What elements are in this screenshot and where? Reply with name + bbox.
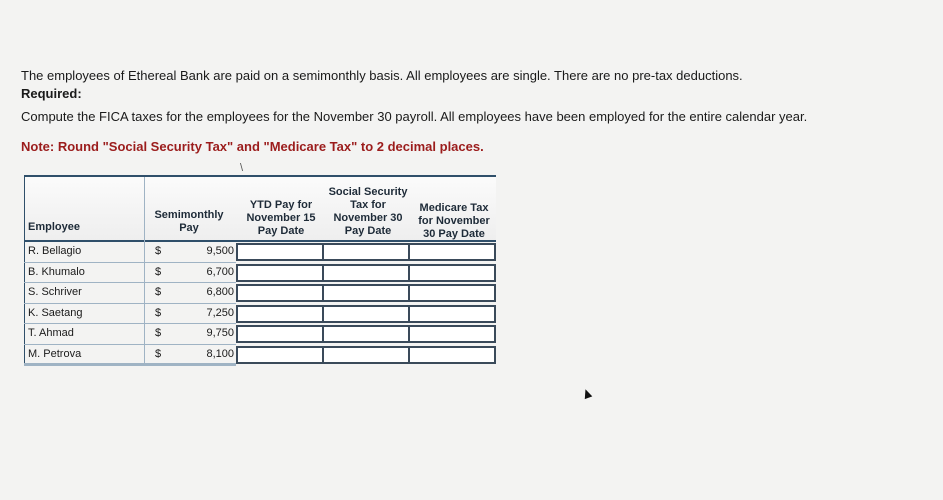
ytd-pay-input[interactable]: [236, 346, 324, 364]
social-security-tax-input[interactable]: [322, 305, 410, 323]
ytd-pay-input[interactable]: [236, 305, 324, 323]
ytd-pay-input[interactable]: [236, 325, 324, 343]
fica-table: [24, 175, 496, 365]
social-security-tax-input[interactable]: [322, 243, 410, 261]
currency-symbol: $: [155, 327, 162, 340]
currency-symbol: $: [155, 245, 162, 257]
intro-text: The employees of Ethereal Bank are paid on a semimonthly basis. All employees are single. There are no pre-tax deductions.: [21, 68, 743, 83]
header-semimonthly-pay: Semimonthly Pay: [154, 209, 224, 234]
header-medicare-tax: Medicare Tax for November 30 Pay Date: [418, 202, 490, 240]
header-employee: Employee: [28, 221, 80, 233]
table-row: [24, 324, 496, 345]
social-security-tax-input[interactable]: [322, 325, 410, 343]
note-label: Note:: [21, 139, 55, 154]
medicare-tax-input[interactable]: [408, 243, 496, 261]
semimonthly-pay-value: 9,750: [206, 327, 234, 340]
mouse-cursor-icon: [582, 388, 593, 399]
table-row: [24, 304, 496, 325]
note-text: Round "Social Security Tax" and "Medicare Tax" to 2 decimal places.: [57, 139, 484, 154]
semimonthly-pay-value: 7,250: [206, 306, 234, 319]
required-heading: Required:: [21, 86, 82, 101]
social-security-tax-input[interactable]: [322, 346, 410, 364]
table-row: [24, 263, 496, 284]
employee-name: M. Petrova: [28, 348, 82, 360]
table-row: [24, 283, 496, 304]
medicare-tax-input[interactable]: [408, 305, 496, 323]
currency-symbol: $: [155, 348, 162, 360]
semimonthly-pay-value: 9,500: [206, 245, 234, 257]
table-row: [24, 242, 496, 263]
medicare-tax-input[interactable]: [408, 325, 496, 343]
table-top-border: [24, 175, 496, 177]
medicare-tax-input[interactable]: [408, 346, 496, 364]
semimonthly-pay-value: 6,700: [206, 265, 234, 278]
semimonthly-pay-value: 6,800: [206, 286, 234, 299]
header-social-security-tax: Social Security Tax for November 30 Pay Date: [328, 186, 408, 237]
table-bottom-border: [24, 363, 236, 365]
currency-symbol: $: [155, 265, 162, 278]
currency-symbol: $: [155, 286, 162, 299]
required-text: Compute the FICA taxes for the employees for the November 30 payroll. All employees have been employed for the entire calendar year.: [21, 109, 808, 124]
ytd-pay-input[interactable]: [236, 284, 324, 302]
note: [21, 139, 484, 154]
ytd-pay-input[interactable]: [236, 243, 324, 261]
header-ytd-pay: YTD Pay for November 15 Pay Date: [246, 199, 316, 237]
medicare-tax-input[interactable]: [408, 264, 496, 282]
semimonthly-pay-value: 8,100: [206, 348, 234, 360]
stray-mark: \: [240, 162, 244, 174]
employee-name: K. Saetang: [28, 306, 83, 319]
employee-name: S. Schriver: [28, 286, 82, 299]
employee-name: T. Ahmad: [28, 327, 74, 340]
social-security-tax-input[interactable]: [322, 264, 410, 282]
employee-name: R. Bellagio: [28, 245, 82, 257]
medicare-tax-input[interactable]: [408, 284, 496, 302]
currency-symbol: $: [155, 306, 162, 319]
social-security-tax-input[interactable]: [322, 284, 410, 302]
employee-name: B. Khumalo: [28, 265, 85, 278]
ytd-pay-input[interactable]: [236, 264, 324, 282]
